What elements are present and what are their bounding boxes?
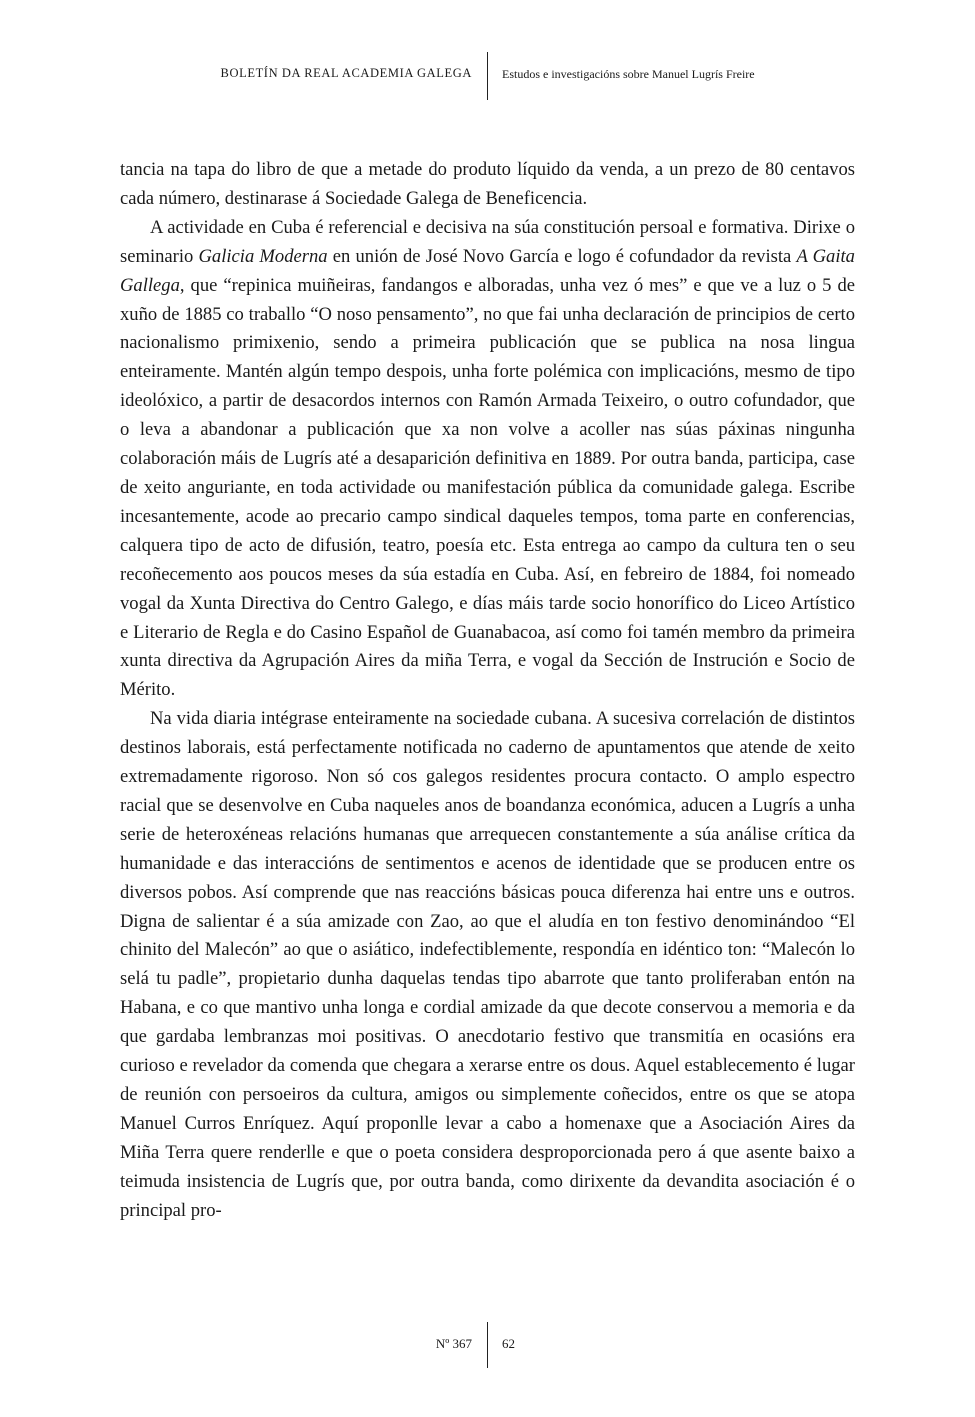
paragraph-1: tancia na tapa do libro de que a metade do produto líquido da venda, a un prezo de 80 centavos cada número, destinarase á Sociedade Galega de Beneficencia.	[120, 159, 855, 209]
header-divider	[487, 52, 488, 100]
paragraph-2-part-b: en unión de José Novo García e logo é cofundador da revista	[327, 245, 797, 267]
paragraph-3: Na vida diaria intégrase enteiramente na sociedade cubana. A sucesiva correlación de distintos destinos laborais, está perfectamente notificada no caderno de apuntamentos que atende de xeito extremadamente rigoroso. Non só cos galegos residentes procura contacto. O amplo espectro racial que se desenvolve en Cuba naqueles anos de boandanza económica, aducen a Lugrís a unha serie de heteroxéneas relacións humanas que arrequecen constantemente a súa análise crítica da humanidade e das interaccións de sentimentos e acenos de identidade que se producen entre os diversos pobos. Así comprende que nas reaccións básicas pouca diferenza hai entre uns e outros. Digna de salientar é a súa amizade con Zao, ao que el aludía en ton festivo denominándoo “El chinito del Malecón” ao que o asiático, indefectiblemente, respondía en idéntico ton: “Malecón lo selá tu padle”, propietario dunha daquelas tendas tipo abarrote que tanto proliferaban entón na Habana, e co que mantivo unha longa e cordial amizade da que decote conservou a memoria e da que gardaba lembranzas moi positivas. O anecdotario festivo que transmitía en ocasións era curioso e revelador da comenda que chegara a xerarse entre os dous. Aquel establecemento é lugar de reunión con persoeiros da cultura, amigos ou simplemente coñecidos, entre os que se atopa Manuel Curros Enríquez. Aquí proponlle levar a cabo a homenaxe que a Asociación Aires da Miña Terra quere renderlle e que o poeta considera desproporcionada pero á que asente baixo a teimuda insistencia de Lugrís que, por outra banda, como dirixente da devandita asociación é o principal pro-	[120, 708, 855, 1221]
periodical-title-gaita-gallega: A Gaita Gallega	[120, 245, 855, 296]
page-footer	[0, 1322, 975, 1368]
section-title: Estudos e investigacións sobre Manuel Lugrís Freire	[502, 67, 755, 81]
running-header	[0, 52, 975, 100]
footer-divider	[487, 1322, 488, 1368]
article-body	[120, 156, 855, 1226]
issue-number: Nº 367	[435, 1336, 472, 1351]
paragraph-2-part-a: A actividade en Cuba é referencial e decisiva na súa constitución persoal e formativa. Dirixe o seminario	[120, 216, 855, 267]
journal-title: BOLETÍN DA REAL ACADEMIA GALEGA	[220, 66, 472, 80]
page-number: 62	[502, 1336, 515, 1351]
paragraph-2-part-c: , que “repinica muiñeiras, fandangos e alboradas, unha vez ó mes” e que ve a luz o 5 de xuño de 1885 co traballo “O noso pensamento”, no que fai unha declaración de principios de certo nacionalismo primixenio, sendo a primeira publicación que se publica na nosa lingua enteiramente. Mantén algún tempo despois, unha forte polémica con implicacións, mesmo de tipo ideolóxico, a partir de desacordos internos con Ramón Armada Teixeiro, o outro cofundador, que o leva a abandonar a publicación que xa non volve a acoller nas súas páxinas ningunha colaboración máis de Lugrís até a desaparición definitiva en 1889. Por outra banda, participa, case de xeito anguriante, en toda actividade ou manifestación pública da comunidade galega. Escribe incesantemente, acode ao precario campo sindical daqueles tempos, toma parte en conferencias, calquera tipo de acto de difusión, teatro, poesía etc. Esta entrega ao campo da cultura ten o seu recoñecemento aos poucos meses da súa estadía en Cuba. Así, en febreiro de 1884, foi nomeado vogal da Xunta Directiva do Centro Galego, e días máis tarde socio honorífico do Liceo Artístico e Literario de Regla e do Casino Español de Guanabacoa, así como foi tamén membro da primeira xunta directiva da Agrupación Aires da miña Terra, e vogal da Sección de Instrución e Socio de Mérito.	[120, 274, 855, 701]
paragraph-2	[120, 214, 855, 705]
periodical-title-galicia-moderna: Galicia Moderna	[198, 245, 328, 267]
